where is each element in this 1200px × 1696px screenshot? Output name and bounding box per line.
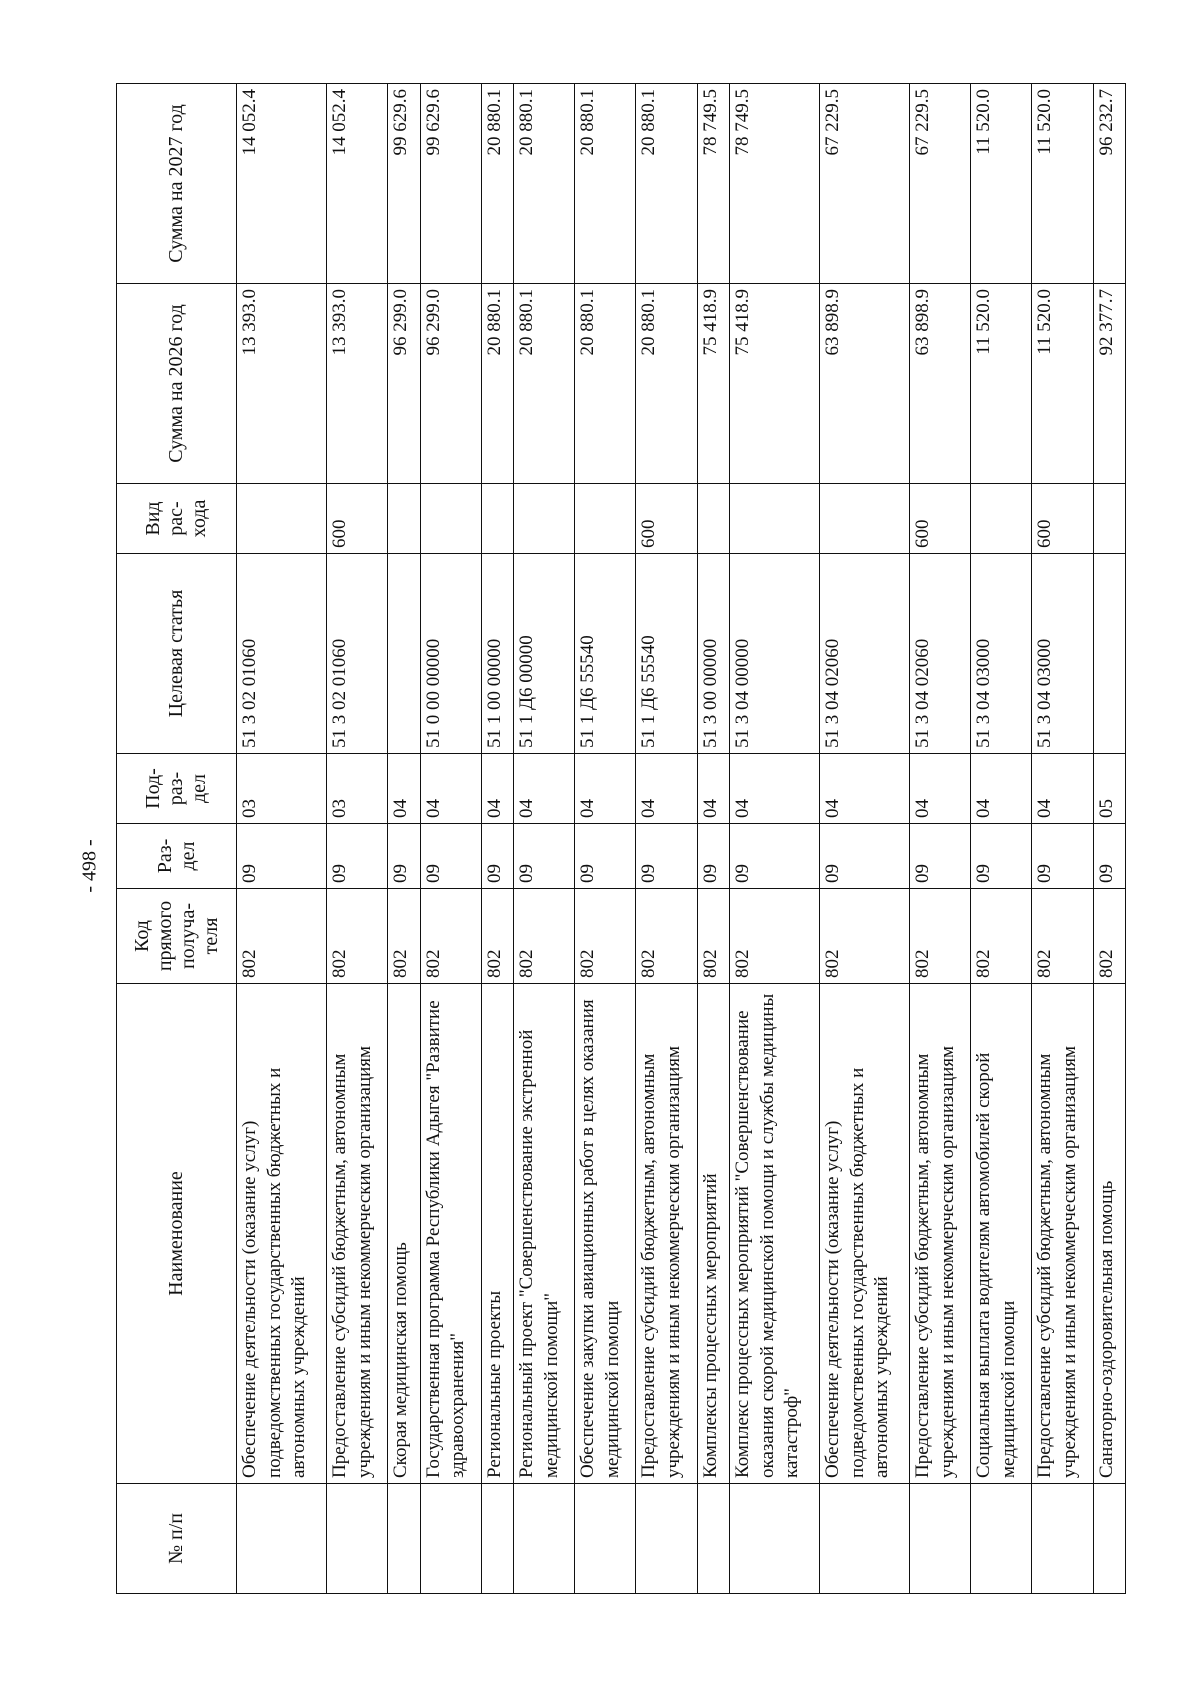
cell-num [636, 1484, 697, 1594]
cell-expense-type [237, 484, 327, 554]
cell-section: 09 [388, 824, 420, 889]
cell-sum-2027: 11 520.0 [971, 84, 1032, 284]
cell-sum-2027: 20 880.1 [636, 84, 697, 284]
cell-sum-2026: 20 880.1 [636, 284, 697, 484]
table-header-row [117, 84, 237, 1594]
table-row [237, 84, 327, 1594]
cell-sum-2026: 13 393.0 [327, 284, 388, 484]
cell-expense-type [971, 484, 1032, 554]
table-row [1032, 84, 1093, 1594]
cell-section: 09 [1032, 824, 1093, 889]
cell-sum-2026: 13 393.0 [237, 284, 327, 484]
cell-sum-2027: 67 229.5 [820, 84, 910, 284]
cell-sum-2027: 20 880.1 [575, 84, 636, 284]
cell-subsection: 04 [820, 754, 910, 824]
cell-subsection: 04 [1032, 754, 1093, 824]
cell-section: 09 [237, 824, 327, 889]
cell-subsection: 04 [481, 754, 513, 824]
cell-sum-2027: 96 232.7 [1093, 84, 1125, 284]
cell-sum-2027: 67 229.5 [910, 84, 971, 284]
cell-name: Обеспечение закупки авиационных работ в целях оказания медицинской помощи [575, 984, 636, 1484]
cell-target-item: 51 1 Д6 55540 [636, 554, 697, 754]
cell-expense-type [1093, 484, 1125, 554]
cell-section: 09 [697, 824, 729, 889]
cell-target-item: 51 1 00 00000 [481, 554, 513, 754]
cell-num [1093, 1484, 1125, 1594]
table-row [730, 84, 820, 1594]
cell-section: 09 [971, 824, 1032, 889]
cell-num [327, 1484, 388, 1594]
cell-section: 09 [481, 824, 513, 889]
cell-num [820, 1484, 910, 1594]
cell-target-item: 51 3 04 00000 [730, 554, 820, 754]
cell-section: 09 [910, 824, 971, 889]
cell-target-item: 51 1 Д6 55540 [575, 554, 636, 754]
table-row [910, 84, 971, 1594]
cell-name: Региональные проекты [481, 984, 513, 1484]
cell-target-item: 51 3 04 02060 [910, 554, 971, 754]
header-subsection: Под-раз-дел [117, 754, 237, 824]
cell-sum-2026: 92 377.7 [1093, 284, 1125, 484]
cell-num [420, 1484, 481, 1594]
cell-subsection: 03 [237, 754, 327, 824]
header-target-item: Целевая статья [117, 554, 237, 754]
cell-target-item: 51 0 00 00000 [420, 554, 481, 754]
cell-recipient-code: 802 [388, 889, 420, 984]
cell-expense-type [820, 484, 910, 554]
cell-expense-type: 600 [1032, 484, 1093, 554]
cell-section: 09 [730, 824, 820, 889]
cell-name: Региональный проект "Совершенствование экстренной медицинской помощи" [514, 984, 575, 1484]
cell-name: Предоставление субсидий бюджетным, автономным учреждениям и иным некоммерческим организациям [1032, 984, 1093, 1484]
header-recipient-code: Код прямого получа-теля [117, 889, 237, 984]
cell-subsection: 04 [514, 754, 575, 824]
cell-recipient-code: 802 [820, 889, 910, 984]
cell-expense-type [697, 484, 729, 554]
cell-target-item: 51 3 00 00000 [697, 554, 729, 754]
cell-name: Скорая медицинская помощь [388, 984, 420, 1484]
cell-recipient-code: 802 [237, 889, 327, 984]
cell-num [481, 1484, 513, 1594]
cell-expense-type [514, 484, 575, 554]
cell-target-item: 51 1 Д6 00000 [514, 554, 575, 754]
cell-num [575, 1484, 636, 1594]
cell-expense-type: 600 [910, 484, 971, 554]
cell-sum-2027: 20 880.1 [514, 84, 575, 284]
cell-sum-2027: 99 629.6 [388, 84, 420, 284]
cell-expense-type [730, 484, 820, 554]
cell-sum-2026: 20 880.1 [514, 284, 575, 484]
cell-section: 09 [575, 824, 636, 889]
page-number [78, 836, 102, 896]
cell-recipient-code: 802 [910, 889, 971, 984]
cell-recipient-code: 802 [636, 889, 697, 984]
cell-expense-type [481, 484, 513, 554]
cell-recipient-code: 802 [481, 889, 513, 984]
table-row [327, 84, 388, 1594]
cell-section: 09 [514, 824, 575, 889]
header-sum-2027: Сумма на 2027 год [117, 84, 237, 284]
cell-target-item [388, 554, 420, 754]
cell-num [237, 1484, 327, 1594]
cell-recipient-code: 802 [730, 889, 820, 984]
cell-name: Обеспечение деятельности (оказание услуг) подведомственных государственных бюджетных и автономных учреждений [237, 984, 327, 1484]
cell-subsection: 04 [388, 754, 420, 824]
cell-num [910, 1484, 971, 1594]
cell-num [388, 1484, 420, 1594]
cell-target-item: 51 3 04 02060 [820, 554, 910, 754]
page-number-text: - 498 - [78, 839, 101, 893]
cell-name: Комплексы процессных мероприятий [697, 984, 729, 1484]
cell-num [1032, 1484, 1093, 1594]
cell-target-item: 51 3 02 01060 [237, 554, 327, 754]
table-row [388, 84, 420, 1594]
cell-subsection: 04 [697, 754, 729, 824]
cell-name: Государственная программа Республики Адыгея "Развитие здравоохранения" [420, 984, 481, 1484]
table-body [237, 84, 1126, 1594]
cell-sum-2026: 75 418.9 [730, 284, 820, 484]
cell-subsection: 04 [575, 754, 636, 824]
cell-num [697, 1484, 729, 1594]
cell-target-item: 51 3 02 01060 [327, 554, 388, 754]
header-num: № п/п [117, 1484, 237, 1594]
cell-sum-2027: 20 880.1 [481, 84, 513, 284]
cell-section: 09 [420, 824, 481, 889]
cell-sum-2027: 99 629.6 [420, 84, 481, 284]
cell-section: 09 [636, 824, 697, 889]
cell-name: Санаторно-оздоровительная помощь [1093, 984, 1125, 1484]
cell-recipient-code: 802 [1093, 889, 1125, 984]
header-expense-type: Вид рас-хода [117, 484, 237, 554]
table-row [971, 84, 1032, 1594]
cell-expense-type [420, 484, 481, 554]
cell-expense-type: 600 [636, 484, 697, 554]
cell-target-item: 51 3 04 03000 [1032, 554, 1093, 754]
cell-target-item [1093, 554, 1125, 754]
cell-name: Социальная выплата водителям автомобилей скорой медицинской помощи [971, 984, 1032, 1484]
table-row [575, 84, 636, 1594]
cell-num [514, 1484, 575, 1594]
cell-sum-2027: 14 052.4 [237, 84, 327, 284]
cell-sum-2026: 11 520.0 [971, 284, 1032, 484]
rotated-table-wrapper [116, 84, 1126, 1594]
cell-subsection: 04 [730, 754, 820, 824]
header-name: Наименование [117, 984, 237, 1484]
cell-sum-2027: 78 749.5 [697, 84, 729, 284]
cell-sum-2026: 96 299.0 [420, 284, 481, 484]
cell-sum-2027: 14 052.4 [327, 84, 388, 284]
cell-recipient-code: 802 [971, 889, 1032, 984]
table-row [636, 84, 697, 1594]
cell-sum-2026: 63 898.9 [820, 284, 910, 484]
cell-sum-2026: 11 520.0 [1032, 284, 1093, 484]
cell-name: Предоставление субсидий бюджетным, автономным учреждениям и иным некоммерческим организациям [636, 984, 697, 1484]
cell-recipient-code: 802 [514, 889, 575, 984]
cell-expense-type [388, 484, 420, 554]
cell-num [971, 1484, 1032, 1594]
cell-sum-2026: 63 898.9 [910, 284, 971, 484]
cell-section: 09 [1093, 824, 1125, 889]
cell-sum-2026: 20 880.1 [481, 284, 513, 484]
cell-subsection: 04 [636, 754, 697, 824]
table-row [820, 84, 910, 1594]
cell-subsection: 04 [420, 754, 481, 824]
cell-expense-type [575, 484, 636, 554]
cell-name: Предоставление субсидий бюджетным, автономным учреждениям и иным некоммерческим организациям [327, 984, 388, 1484]
cell-subsection: 03 [327, 754, 388, 824]
cell-recipient-code: 802 [575, 889, 636, 984]
cell-recipient-code: 802 [697, 889, 729, 984]
cell-recipient-code: 802 [1032, 889, 1093, 984]
header-sum-2026: Сумма на 2026 год [117, 284, 237, 484]
cell-section: 09 [820, 824, 910, 889]
cell-subsection: 04 [971, 754, 1032, 824]
cell-sum-2026: 75 418.9 [697, 284, 729, 484]
cell-sum-2027: 78 749.5 [730, 84, 820, 284]
cell-name: Предоставление субсидий бюджетным, автономным учреждениям и иным некоммерческим организациям [910, 984, 971, 1484]
cell-name: Обеспечение деятельности (оказание услуг) подведомственных государственных бюджетных и автономных учреждений [820, 984, 910, 1484]
table-row [697, 84, 729, 1594]
cell-subsection: 04 [910, 754, 971, 824]
cell-recipient-code: 802 [420, 889, 481, 984]
cell-section: 09 [327, 824, 388, 889]
cell-target-item: 51 3 04 03000 [971, 554, 1032, 754]
cell-subsection: 05 [1093, 754, 1125, 824]
table-row [1093, 84, 1125, 1594]
cell-sum-2026: 20 880.1 [575, 284, 636, 484]
header-section: Раз-дел [117, 824, 237, 889]
table-row [514, 84, 575, 1594]
cell-num [730, 1484, 820, 1594]
cell-sum-2026: 96 299.0 [388, 284, 420, 484]
cell-name: Комплекс процессных мероприятий "Совершенствование оказания скорой медицинской помощи и службы медицины катастроф" [730, 984, 820, 1484]
table-row [481, 84, 513, 1594]
cell-recipient-code: 802 [327, 889, 388, 984]
table-row [420, 84, 481, 1594]
cell-sum-2027: 11 520.0 [1032, 84, 1093, 284]
budget-table [116, 83, 1126, 1594]
cell-expense-type: 600 [327, 484, 388, 554]
